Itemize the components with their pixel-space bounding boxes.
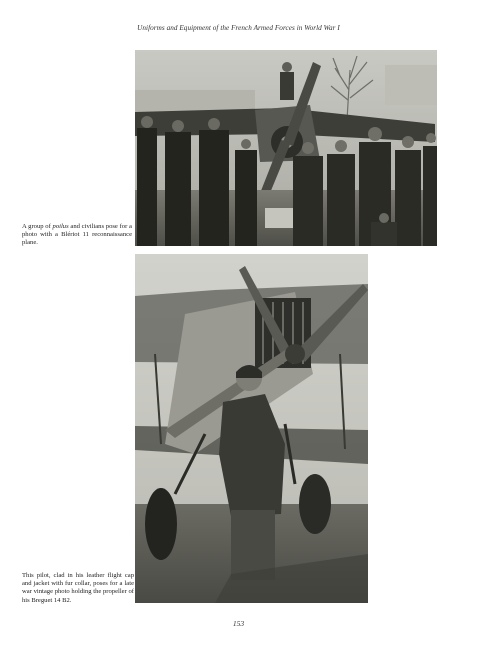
page-number: 153 (232, 619, 245, 628)
bleriot-photo-caption (22, 223, 132, 248)
caption-1-post: and civilians pose for a photo with a Blériot 11 reconnaissance plane. (22, 223, 132, 247)
running-header: Uniforms and Equipment of the French Armed Forces in World War I (137, 24, 340, 32)
breguet-pilot-photo (135, 254, 368, 603)
breguet-photo-caption: This pilot, clad in his leather flight cap and jacket with fur collar, poses for a late war vintage photo holding the propeller of his Breguet 14 B2. (22, 572, 134, 604)
caption-1-pre: A group of (22, 223, 53, 230)
bleriot-group-photo (135, 50, 437, 246)
caption-1-emphasis: poilus (52, 223, 69, 230)
